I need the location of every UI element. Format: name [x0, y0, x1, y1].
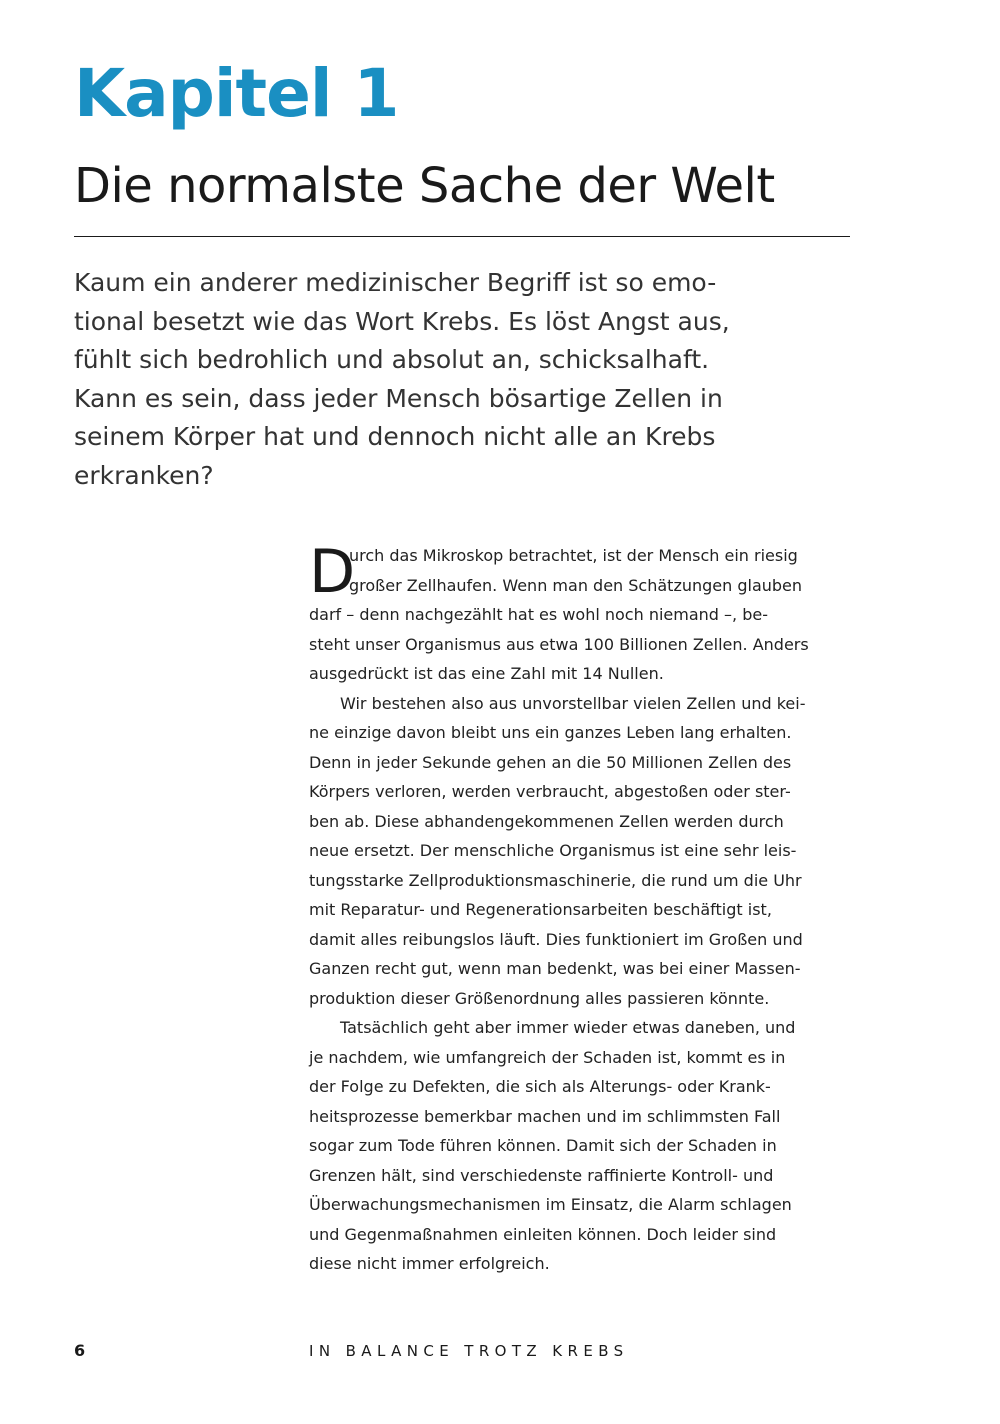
body-line: Grenzen hält, sind verschiedenste raffinierte Kontroll- und: [309, 1165, 774, 1185]
body-line: steht unser Organismus aus etwa 100 Billionen Zellen. Anders: [309, 634, 809, 654]
intro-line: Kaum ein anderer medizinischer Begriff ist so emo-: [74, 268, 717, 297]
body-line: damit alles reibungslos läuft. Dies funktioniert im Großen und: [309, 929, 803, 949]
intro-line: tional besetzt wie das Wort Krebs. Es löst Angst aus,: [74, 306, 730, 336]
page-number: 6: [74, 1341, 86, 1360]
body-line: Ganzen recht gut, wenn man bedenkt, was bei einer Massen-: [309, 959, 801, 978]
body-line: heitsprozesse bemerkbar machen und im schlimmsten Fall: [309, 1106, 781, 1126]
body-line: neue ersetzt. Der menschliche Organismus ist eine sehr leis-: [309, 841, 797, 860]
body-line: darf – denn nachgezählt hat es wohl noch niemand –, be-: [309, 605, 768, 624]
body-line: ne einzige davon bleibt uns ein ganzes Leben lang erhalten.: [309, 723, 792, 742]
intro-line: Kann es sein, dass jeder Mensch bösartige Zellen in: [74, 383, 723, 413]
body-line: produktion dieser Größenordnung alles passieren könnte.: [309, 988, 770, 1008]
body-line: Überwachungsmechanismen im Einsatz, die Alarm schlagen: [309, 1195, 792, 1214]
body-line: und Gegenmaßnahmen einleiten können. Doch leider sind: [309, 1224, 777, 1244]
body-line: tungsstarke Zellproduktionsmaschinerie, die rund um die Uhr: [309, 870, 802, 890]
intro-line: fühlt sich bedrohlich und absolut an, schicksalhaft.: [74, 345, 710, 375]
drop-cap: D: [309, 537, 356, 607]
chapter-label: Kapitel 1: [74, 55, 399, 132]
paragraph-2: [309, 689, 869, 1014]
body-line: ben ab. Diese abhandengekommenen Zellen werden durch: [309, 811, 784, 831]
paragraph-3: [309, 1013, 869, 1279]
body-line: Tatsächlich geht aber immer wieder etwas daneben, und: [340, 1018, 796, 1037]
intro-line: seinem Körper hat und dennoch nicht alle an Krebs: [74, 422, 716, 452]
chapter-title: Die normalste Sache der Welt: [74, 158, 775, 214]
body-line: Körpers verloren, werden verbraucht, abgestoßen oder ster-: [309, 782, 791, 801]
body-line: sogar zum Tode führen können. Damit sich der Schaden in: [309, 1136, 777, 1155]
body-line: je nachdem, wie umfangreich der Schaden ist, kommt es in: [309, 1047, 786, 1067]
body-line: diese nicht immer erfolgreich.: [309, 1254, 550, 1273]
running-title: IN BALANCE TROTZ KREBS: [309, 1342, 629, 1360]
body-line: ausgedrückt ist das eine Zahl mit 14 Nullen.: [309, 664, 664, 683]
body-line: großer Zellhaufen. Wenn man den Schätzungen glauben: [349, 575, 803, 595]
body-line: der Folge zu Defekten, die sich als Alterungs- oder Krank-: [309, 1077, 771, 1096]
body-line: Wir bestehen also aus unvorstellbar vielen Zellen und kei-: [340, 693, 806, 713]
body-line: urch das Mikroskop betrachtet, ist der Mensch ein riesig: [349, 546, 798, 565]
intro-paragraph: [74, 264, 834, 496]
body-line: mit Reparatur- und Regenerationsarbeiten beschäftigt ist,: [309, 900, 772, 919]
body-line: Denn in jeder Sekunde gehen an die 50 Millionen Zellen des: [309, 752, 792, 772]
title-divider: [74, 236, 850, 237]
intro-line: erkranken?: [74, 460, 214, 490]
body-text: [309, 537, 869, 1279]
paragraph-1: [309, 537, 869, 689]
